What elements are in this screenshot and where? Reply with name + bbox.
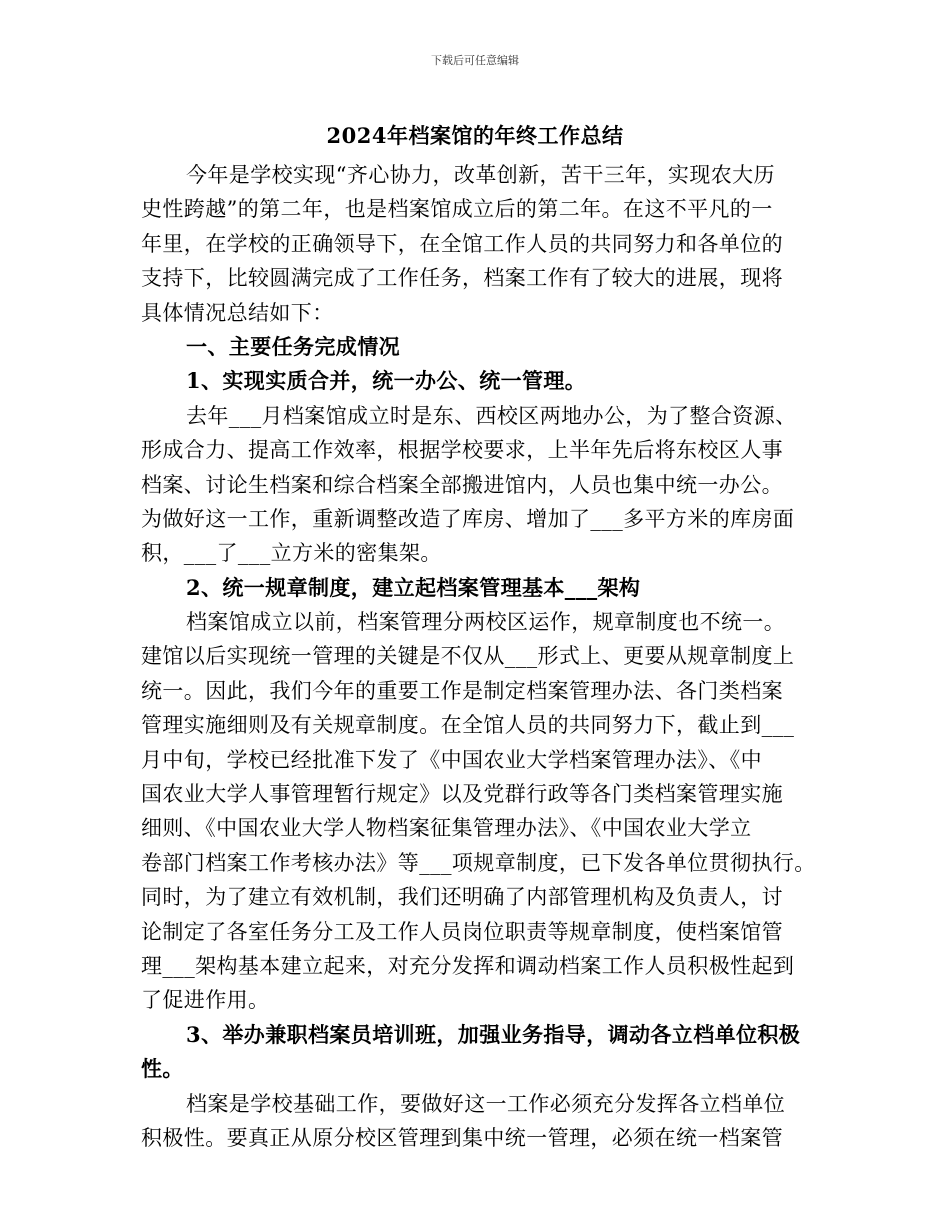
paragraph-line: 去年___月档案馆成立时是东、西校区两地办公，为了整合资源、 bbox=[186, 403, 797, 428]
paragraph-line: 史性跨越”的第二年，也是档案馆成立后的第二年。在这不平凡的一 bbox=[141, 197, 773, 222]
paragraph-line: 档案是学校基础工作，要做好这一工作必须充分发挥各立档单位 bbox=[186, 1091, 786, 1116]
paragraph-line: 为做好这一工作，重新调整改造了库房、增加了___多平方米的库房面 bbox=[141, 506, 795, 531]
paragraph-line: 管理实施细则及有关规章制度。在全馆人员的共同努力下，截止到___ bbox=[141, 713, 795, 738]
paragraph-line: 形成合力、提高工作效率，根据学校要求，上半年先后将东校区人事 bbox=[141, 438, 783, 463]
paragraph-line: 档案馆成立以前，档案管理分两校区运作，规章制度也不统一。 bbox=[186, 610, 786, 635]
section-heading-line: 3、举办兼职档案员培训班，加强业务指导，调动各立档单位积极 bbox=[186, 1021, 801, 1047]
paragraph-line: 积极性。要真正从原分校区管理到集中统一管理，必须在统一档案管 bbox=[141, 1125, 783, 1150]
paragraph-line: 同时，为了建立有效机制，我们还明确了内部管理机构及负责人，讨 bbox=[141, 885, 783, 910]
paragraph-line: 国农业大学人事管理暂行规定》以及党群行政等各门类档案管理实施 bbox=[141, 782, 783, 807]
section-heading-line: 2、统一规章制度，建立起档案管理基本___架构 bbox=[186, 574, 641, 600]
paragraph-line: 理___架构基本建立起来，对充分发挥和调动档案工作人员积极性起到 bbox=[141, 953, 795, 978]
paragraph-line: 积，___了___立方米的密集架。 bbox=[141, 541, 442, 566]
paragraph-line: 细则、《中国农业大学人物档案征集管理办法》、《中国农业大学立 bbox=[141, 816, 752, 841]
paragraph-line: 卷部门档案工作考核办法》等___项规章制度，已下发各单位贯彻执行。 bbox=[141, 850, 816, 875]
section-heading-line: 性。 bbox=[141, 1056, 184, 1082]
paragraph-line: 论制定了各室任务分工及工作人员岗位职责等规章制度，使档案馆管 bbox=[141, 919, 783, 944]
paragraph-line: 统一。因此，我们今年的重要工作是制定档案管理办法、各门类档案 bbox=[141, 678, 783, 703]
section-heading-line: 1、实现实质合并，统一办公、统一管理。 bbox=[186, 368, 587, 394]
paragraph-line: 建馆以后实现统一管理的关键是不仅从___形式上、更要从规章制度上 bbox=[141, 644, 795, 669]
paragraph-line: 具体情况总结如下： bbox=[141, 300, 334, 325]
document-title: 2024年档案馆的年终工作总结 bbox=[326, 123, 624, 148]
paragraph-line: 档案、讨论生档案和综合档案全部搬进馆内，人员也集中统一办公。 bbox=[141, 472, 783, 497]
paragraph-line: 月中旬，学校已经批准下发了《中国农业大学档案管理办法》、《中 bbox=[141, 747, 762, 772]
section-heading-line: 一、主要任务完成情况 bbox=[186, 333, 400, 359]
paragraph-line: 支持下，比较圆满完成了工作任务，档案工作有了较大的进展，现将 bbox=[141, 266, 783, 291]
header-note: 下载后可任意编辑 bbox=[431, 54, 519, 67]
paragraph-line: 了促进作用。 bbox=[141, 988, 270, 1013]
paragraph-line: 年里，在学校的正确领导下，在全馆工作人员的共同努力和各单位的 bbox=[141, 231, 783, 256]
paragraph-line: 今年是学校实现“齐心协力，改革创新，苦干三年，实现农大历 bbox=[186, 163, 775, 187]
document-body bbox=[141, 158, 816, 1155]
